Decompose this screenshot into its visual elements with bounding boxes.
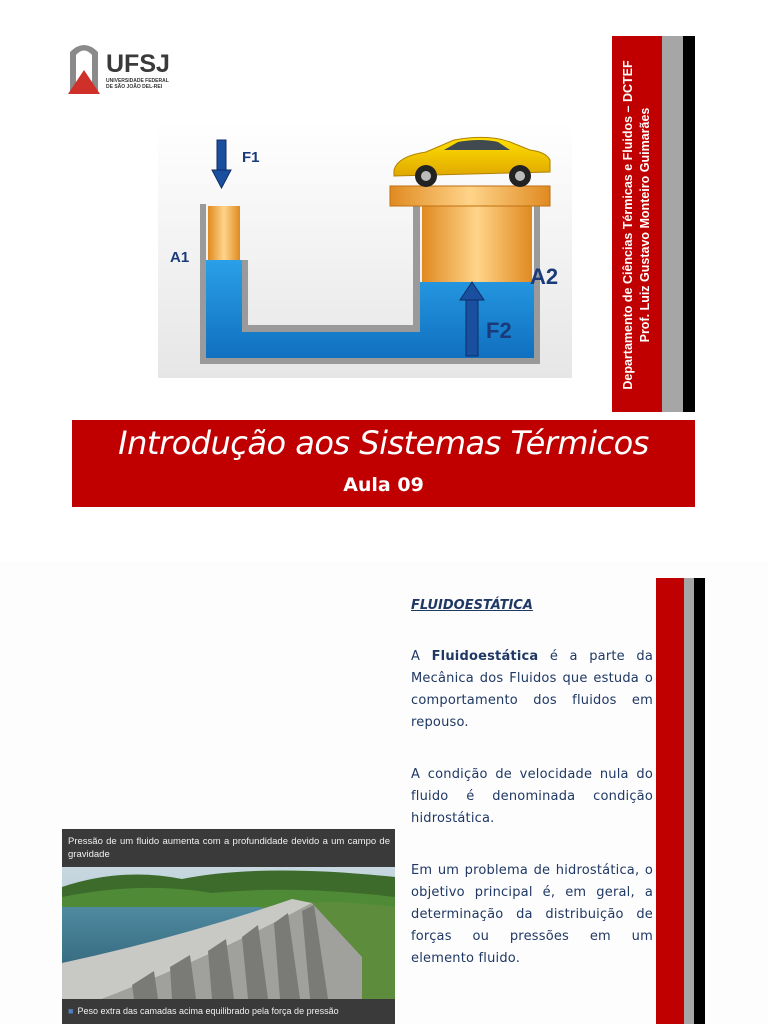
section-title: FLUIDOESTÁTICA	[411, 598, 533, 613]
professor-line: Prof. Luiz Gustavo Monteiro Guimarães	[638, 107, 652, 343]
dam-photo-panel	[62, 829, 395, 1024]
bullet-icon: ■	[68, 1006, 74, 1016]
logo-subtitle-line-2: DE SÃO JOÃO DEL-REI	[106, 84, 163, 90]
paragraph-2: A condição de velocidade nula do fluido é denominada condição hidrostática.	[411, 767, 653, 826]
black-vertical-bar	[694, 578, 705, 1024]
label-a2: A2	[530, 264, 559, 289]
slide-title: Introdução aos Sistemas Térmicos	[118, 424, 649, 462]
label-a1: A1	[170, 249, 190, 266]
red-vertical-bar	[656, 578, 684, 1024]
dam-photo	[62, 867, 395, 999]
hydraulic-press-diagram	[158, 120, 572, 378]
slide-subtitle: Aula 09	[343, 474, 424, 496]
ufsj-logo	[66, 38, 206, 102]
paragraph-1-bold: Fluidoestática	[431, 649, 539, 664]
paragraph-3: Em um problema de hidrostática, o objetivo principal é, em geral, a determinação da distribuição de forças ou pressões em um elemento fluido.	[411, 863, 653, 966]
logo-subtitle	[106, 78, 186, 90]
paragraph-1	[411, 646, 653, 734]
department-line: Departamento de Ciências Térmicas e Fluidos – DCTEF	[621, 60, 635, 390]
photo-footer	[68, 1006, 339, 1016]
title-band	[72, 420, 695, 507]
paragraph-1-prefix: A	[411, 649, 432, 664]
ufsj-emblem-icon	[66, 38, 102, 98]
label-f2: F2	[486, 318, 512, 343]
gray-vertical-bar	[662, 36, 683, 412]
paragraph-1-rest: é a parte da Mecânica dos Fluidos que estuda o comportamento dos fluidos em repouso.	[411, 649, 653, 730]
black-vertical-bar	[683, 36, 695, 412]
logo-text: UFSJ	[106, 50, 170, 78]
photo-caption: Pressão de um fluido aumenta com a profundidade devido a um campo de gravidade	[68, 836, 390, 860]
gray-vertical-bar	[684, 578, 694, 1024]
photo-footer-text: Peso extra das camadas acima equilibrado pela força de pressão	[77, 1006, 339, 1016]
label-f1: F1	[242, 149, 260, 166]
logo-subtitle-line-1: UNIVERSIDADE FEDERAL	[106, 78, 169, 84]
slide-2	[0, 562, 768, 1024]
department-vertical-text	[612, 40, 662, 410]
